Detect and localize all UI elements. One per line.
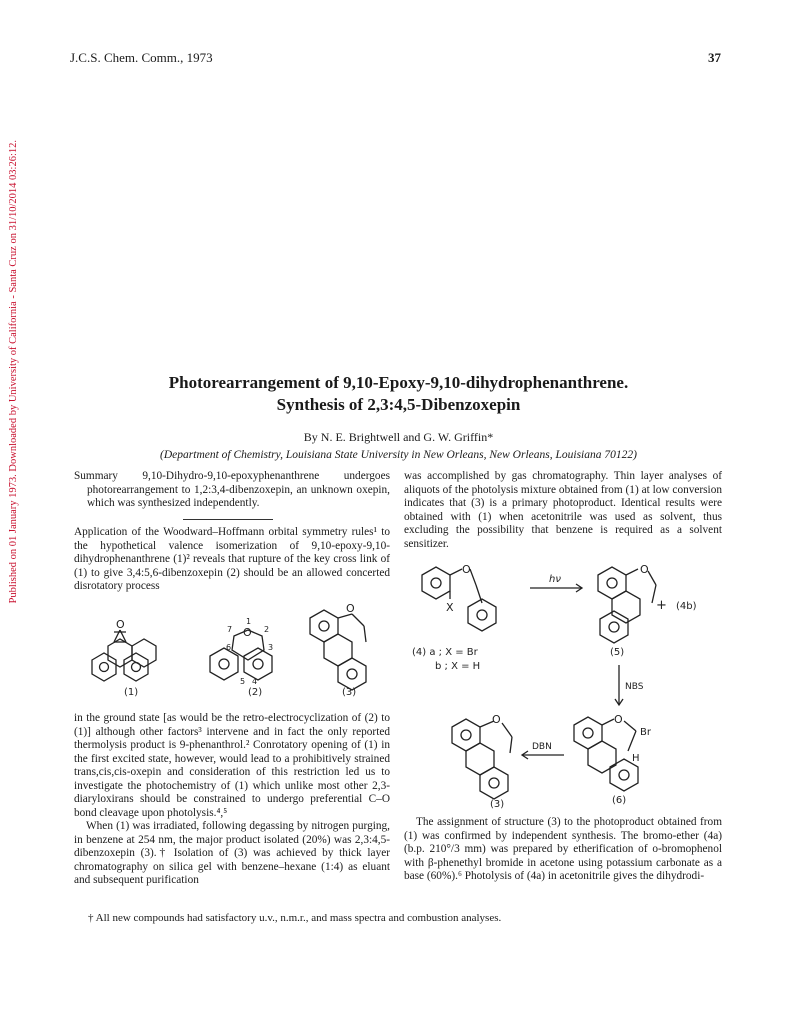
label-structure-4a: (4) a ; X = Br <box>412 647 478 658</box>
structure-4-oxygen: O <box>462 563 471 576</box>
structure-3-product <box>452 713 512 799</box>
structure-3-oxygen: O <box>346 602 355 615</box>
label-structure-5: (5) <box>610 647 625 658</box>
left-column-body <box>74 712 390 888</box>
structure-6-bromine: Br <box>640 727 651 738</box>
structure-6-hydrogen: H <box>632 753 640 764</box>
nbs-label: NBS <box>625 682 644 692</box>
label-structure-4b: b ; X = H <box>435 661 481 672</box>
structure-2-oxygen: O <box>243 626 252 639</box>
structure-5-dihydrodibenzoxepin <box>598 563 656 643</box>
summary: Summary 9,10-Dihydro-9,10-epoxyphenanthrene undergoes photorearrangement to 1,2:3,4-dibenzoxepin, an unknown oxepin, which was synthesized independently. <box>74 470 390 509</box>
atom-number-5: 5 <box>240 677 246 686</box>
atom-number-7: 7 <box>227 625 233 634</box>
atom-number-1: 1 <box>246 617 252 626</box>
structure-3-dibenzoxepin <box>310 602 366 690</box>
gc-paragraph: was accomplished by gas chromatography. Thin layer analyses of aliquots of the photolysis mixture obtained from (1) at low conversion indicates that (3) is a primary photoproduct. Identical results were obtained with (1) when acetonitrile was used as solvent, thus excluding the possibility that benzene is required as a solvent sensitizer. <box>404 470 722 550</box>
atom-number-4: 4 <box>252 677 258 686</box>
structure-4-bromo-ether <box>422 563 496 631</box>
authors: By N. E. Brightwell and G. W. Griffin* <box>303 430 494 444</box>
label-structure-2: (2) <box>248 687 263 698</box>
atom-number-3: 3 <box>268 643 274 652</box>
structure-6-bromide <box>574 713 652 791</box>
photolysis-label: hν <box>549 574 561 585</box>
footnote: † All new compounds had satisfactory u.v., n.m.r., and mass spectra and combustion analyses. <box>88 912 502 924</box>
download-notice: Published on 01 January 1973. Downloaded by University of California - Santa Cruz on 31/10/2014 03:26:12. <box>8 140 19 604</box>
structure-2-dibenzoxepin <box>210 617 273 686</box>
label-structure-1: (1) <box>124 687 139 698</box>
irradiation-paragraph: When (1) was irradiated, following degassing by nitrogen purging, in benzene at 254 nm, the major product isolated (20%) was 2,3:4,5-dibenzoxepin (3).† Isolation of (3) was achieved by thick layer chromatography on silica gel with benzene–hexane (1:4) as eluant and subsequent purification <box>74 820 390 886</box>
structure-1-oxygen: O <box>116 618 125 631</box>
plus-sign: + <box>656 598 667 613</box>
synthesis-paragraph: The assignment of structure (3) to the photoproduct obtained from (1) was confirmed by independent synthesis. The bromo-ether (4a) (b.p. 210°/3 mm) was prepared by etherification of o-bromophenol with β-phenethyl bromide in acetone using potassium carbonate as a base (60%).⁶ Photolysis of (4a) in acetonitrile gives the dihydrodi- <box>404 816 722 882</box>
structure-5-oxygen: O <box>640 563 649 576</box>
article-title-line2: Synthesis of 2,3:4,5-Dibenzoxepin <box>276 395 521 414</box>
byproduct-label: (4b) <box>676 601 697 612</box>
scheme-structures-1-2-3 <box>74 598 390 700</box>
right-column-top <box>404 470 722 551</box>
atom-number-2: 2 <box>264 625 270 634</box>
affiliation: (Department of Chemistry, Louisiana State University in New Orleans, New Orleans, Louisiana 70122) <box>160 449 637 461</box>
structure-6-oxygen: O <box>614 713 623 726</box>
left-column-intro <box>74 526 390 594</box>
label-structure-3: (3) <box>342 687 357 698</box>
atom-number-6: 6 <box>226 643 232 652</box>
summary-divider <box>183 519 273 520</box>
label-structure-6: (6) <box>612 795 627 806</box>
right-column-body <box>404 816 722 884</box>
synthesis-scheme <box>404 555 722 810</box>
page-number: 37 <box>708 50 721 65</box>
left-column-top <box>74 470 390 511</box>
journal-header: J.C.S. Chem. Comm., 1973 <box>70 50 213 65</box>
article-title-line1: Photorearrangement of 9,10-Epoxy-9,10-dihydrophenanthrene. <box>168 373 629 392</box>
label-structure-3-product: (3) <box>490 799 505 810</box>
structure-1-epoxide <box>92 618 156 681</box>
ground-state-paragraph: in the ground state [as would be the retro-electrocyclization of (2) to (1)] although other factors³ intervene and in fact the only reported thermolysis product is 9-phenanthrol.² Conrotatory opening of (1) in the first excited state, however, would lead to a prohibitively strained trans,cis,cis-oxepin and consideration of this restriction led us to investigate the photochemistry of (1) which unlike most other 2,3-diaryloxirans should be constrained to undergo preferential C–O bond cleavage upon photolysis.⁴,⁵ <box>74 712 390 819</box>
structure-3-product-oxygen: O <box>492 713 501 726</box>
intro-paragraph: Application of the Woodward–Hoffmann orbital symmetry rules¹ to the hypothetical valence isomerization of 9,10-epoxy-9,10-dihydrophenanthrene (1)² reveals that rupture of the key cross link of (1) to give 3,4:5,6-dibenzoxepin (2) should be an allowed concerted disrotatory process <box>74 526 390 592</box>
structure-4-substituent: X <box>446 601 454 614</box>
dbn-label: DBN <box>532 742 552 752</box>
